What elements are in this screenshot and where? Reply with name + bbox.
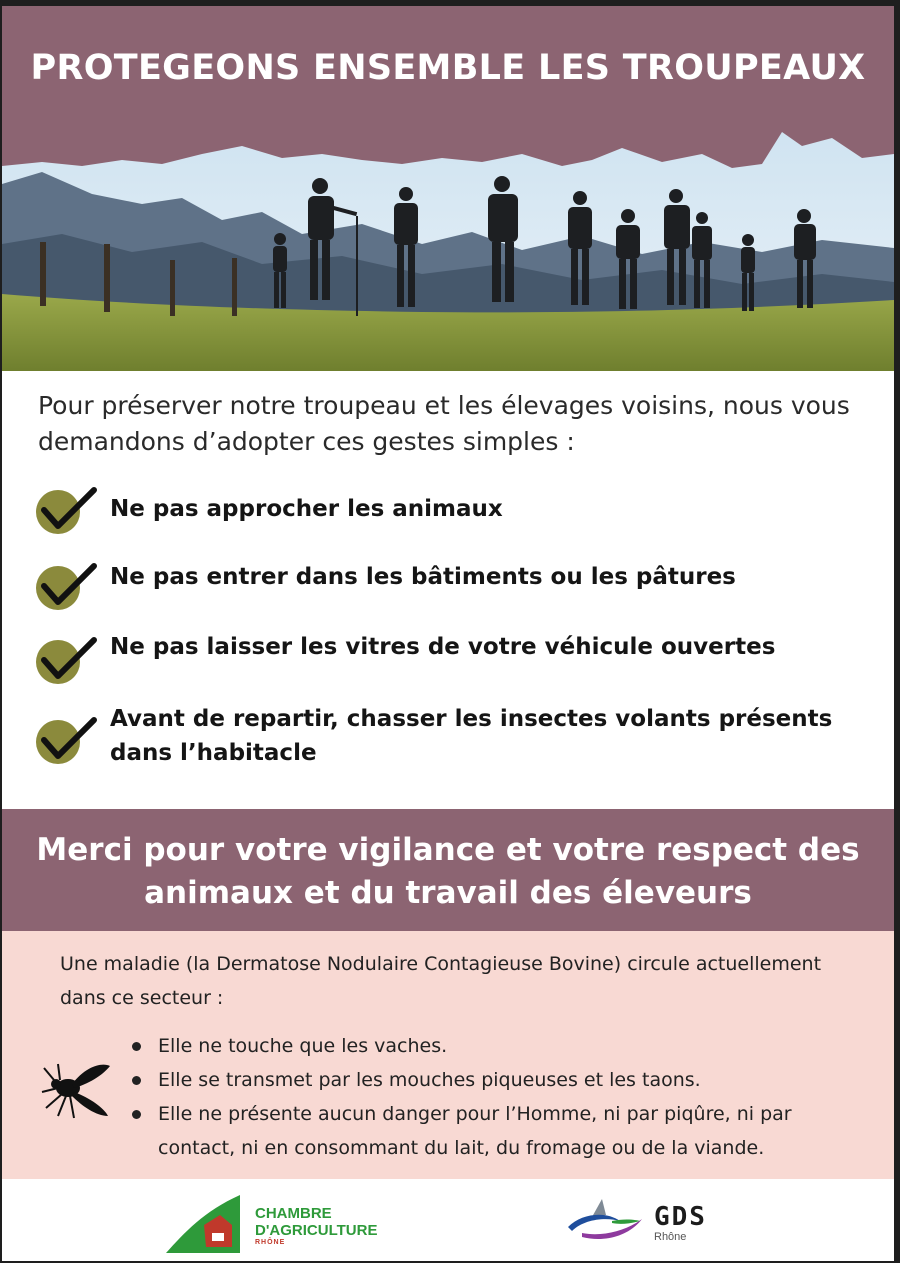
chambre-agriculture-logo <box>164 1189 242 1255</box>
disease-info-text: Une maladie (la Dermatose Nodulaire Contagieuse Bovine) circule actuellement dans ce secteur : <box>60 953 822 1009</box>
hikers-photo <box>2 124 894 371</box>
chambre-line3: RHÔNE <box>255 1239 286 1246</box>
thanks-text: Merci pour votre vigilance et votre respect des animaux et du travail des éleveurs <box>36 832 860 911</box>
check-circle-icon <box>32 484 102 538</box>
page-title: PROTEGEONS ENSEMBLE LES TROUPEAUX <box>30 48 866 88</box>
gds-logo <box>562 1193 652 1243</box>
gds-text <box>654 1203 707 1243</box>
chambre-agriculture-text <box>255 1205 377 1246</box>
rule-text-1: Ne pas approcher les animaux <box>110 496 503 522</box>
chambre-line2: D'AGRICULTURE <box>255 1222 378 1239</box>
gds-sub: Rhône <box>654 1231 687 1243</box>
disease-info-bullets <box>128 1029 868 1165</box>
check-circle-icon <box>32 714 102 768</box>
gds-name: GDS <box>654 1202 707 1232</box>
disease-info-panel <box>2 931 894 1179</box>
fly-icon <box>36 1058 114 1124</box>
chambre-line1: CHAMBRE <box>255 1205 332 1222</box>
list-item: Elle ne touche que les vaches. <box>128 1029 868 1063</box>
rule-text-2: Ne pas entrer dans les bâtiments ou les pâtures <box>110 564 736 590</box>
rule-text-3: Ne pas laisser les vitres de votre véhicule ouvertes <box>110 634 776 660</box>
intro-text: Pour préserver notre troupeau et les élevages voisins, nous vous demandons d’adopter ces gestes simples : <box>38 391 850 456</box>
check-circle-icon <box>32 634 102 688</box>
list-item: Elle ne présente aucun danger pour l’Homme, ni par piqûre, ni par contact, ni en consommant du lait, du fromage ou de la viande. <box>128 1097 868 1165</box>
rule-text-4: Avant de repartir, chasser les insectes volants présents dans l’habitacle <box>110 706 833 766</box>
thanks-banner <box>2 809 894 931</box>
list-item: Elle se transmet par les mouches piqueuses et les taons. <box>128 1063 868 1097</box>
check-circle-icon <box>32 560 102 614</box>
poster <box>2 6 894 1261</box>
logos-footer <box>2 1179 894 1261</box>
